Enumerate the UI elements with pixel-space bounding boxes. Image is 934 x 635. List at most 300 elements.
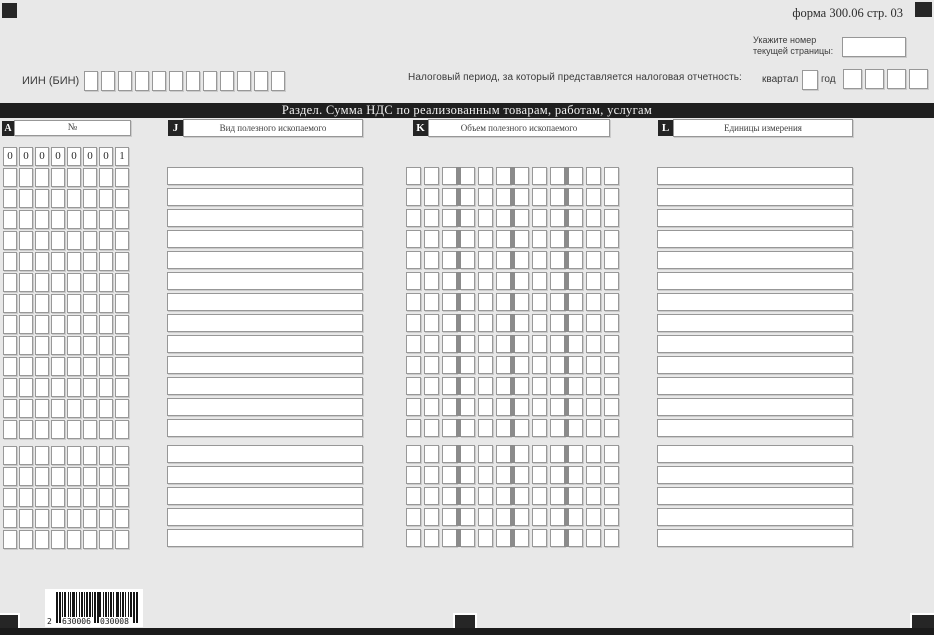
volume-digit-cell[interactable] [532, 508, 547, 526]
volume-digit-cell[interactable] [406, 293, 421, 311]
volume-digit-cell[interactable] [604, 466, 619, 484]
number-cell[interactable] [19, 189, 33, 208]
volume-digit-cell[interactable] [604, 188, 619, 206]
number-cell[interactable] [99, 399, 113, 418]
volume-digit-cell[interactable] [586, 508, 601, 526]
mineral-type-field[interactable] [167, 445, 363, 463]
volume-digit-cell[interactable] [424, 529, 439, 547]
measure-unit-field[interactable] [657, 508, 853, 526]
mineral-type-field[interactable] [167, 230, 363, 248]
volume-digit-cell[interactable] [496, 508, 511, 526]
number-cell[interactable] [51, 399, 65, 418]
volume-digit-cell[interactable] [532, 188, 547, 206]
volume-digit-cell[interactable] [496, 272, 511, 290]
volume-digit-cell[interactable] [550, 398, 565, 416]
volume-digit-cell[interactable] [478, 230, 493, 248]
volume-digit-cell[interactable] [568, 167, 583, 185]
current-page-input[interactable] [842, 37, 906, 57]
number-cell[interactable] [99, 273, 113, 292]
volume-digit-cell[interactable] [478, 167, 493, 185]
volume-digit-cell[interactable] [568, 209, 583, 227]
number-cell[interactable] [67, 488, 81, 507]
mineral-type-field[interactable] [167, 419, 363, 437]
volume-digit-cell[interactable] [604, 508, 619, 526]
number-cell[interactable] [35, 273, 49, 292]
quarter-cell[interactable] [802, 70, 818, 90]
number-cell[interactable] [19, 467, 33, 486]
number-cell[interactable] [115, 357, 129, 376]
number-cell[interactable] [115, 488, 129, 507]
number-cell[interactable] [51, 509, 65, 528]
volume-digit-cell[interactable] [424, 251, 439, 269]
mineral-type-field[interactable] [167, 508, 363, 526]
measure-unit-field[interactable] [657, 188, 853, 206]
volume-digit-cell[interactable] [604, 251, 619, 269]
number-cell[interactable] [115, 378, 129, 397]
volume-digit-cell[interactable] [550, 445, 565, 463]
volume-digit-cell[interactable] [406, 209, 421, 227]
number-cell[interactable] [83, 420, 97, 439]
number-cell[interactable] [99, 378, 113, 397]
volume-digit-cell[interactable] [406, 398, 421, 416]
volume-digit-cell[interactable] [460, 230, 475, 248]
number-cell[interactable] [67, 273, 81, 292]
number-cell[interactable] [3, 273, 17, 292]
volume-digit-cell[interactable] [478, 272, 493, 290]
iin-digit-cell[interactable] [169, 71, 183, 91]
volume-digit-cell[interactable] [478, 293, 493, 311]
measure-unit-field[interactable] [657, 293, 853, 311]
volume-digit-cell[interactable] [478, 466, 493, 484]
number-cell[interactable] [19, 273, 33, 292]
volume-digit-cell[interactable] [460, 419, 475, 437]
iin-digit-cell[interactable] [186, 71, 200, 91]
mineral-type-field[interactable] [167, 487, 363, 505]
number-cell[interactable] [83, 189, 97, 208]
number-cell[interactable] [115, 509, 129, 528]
measure-unit-field[interactable] [657, 314, 853, 332]
volume-digit-cell[interactable] [442, 377, 457, 395]
number-cell[interactable] [3, 294, 17, 313]
volume-digit-cell[interactable] [406, 272, 421, 290]
volume-digit-cell[interactable] [478, 377, 493, 395]
number-cell[interactable] [67, 530, 81, 549]
volume-digit-cell[interactable] [532, 314, 547, 332]
number-cell[interactable] [83, 168, 97, 187]
number-cell[interactable] [19, 488, 33, 507]
volume-digit-cell[interactable] [496, 466, 511, 484]
volume-digit-cell[interactable] [568, 335, 583, 353]
volume-digit-cell[interactable] [424, 335, 439, 353]
volume-digit-cell[interactable] [550, 377, 565, 395]
number-cell[interactable] [19, 420, 33, 439]
number-cell[interactable] [51, 189, 65, 208]
volume-digit-cell[interactable] [586, 335, 601, 353]
number-cell[interactable] [67, 467, 81, 486]
volume-digit-cell[interactable] [586, 487, 601, 505]
number-cell[interactable] [51, 273, 65, 292]
number-cell[interactable] [83, 530, 97, 549]
number-cell[interactable] [83, 336, 97, 355]
volume-digit-cell[interactable] [532, 293, 547, 311]
mineral-type-field[interactable] [167, 167, 363, 185]
volume-digit-cell[interactable] [604, 272, 619, 290]
volume-digit-cell[interactable] [478, 487, 493, 505]
volume-digit-cell[interactable] [424, 466, 439, 484]
iin-digit-cell[interactable] [84, 71, 98, 91]
volume-digit-cell[interactable] [478, 314, 493, 332]
number-cell[interactable] [99, 530, 113, 549]
number-cell[interactable] [67, 252, 81, 271]
volume-digit-cell[interactable] [460, 209, 475, 227]
number-cell[interactable] [3, 189, 17, 208]
volume-digit-cell[interactable] [604, 209, 619, 227]
volume-digit-cell[interactable] [406, 466, 421, 484]
volume-digit-cell[interactable] [550, 272, 565, 290]
number-cell[interactable] [99, 488, 113, 507]
number-cell[interactable] [99, 336, 113, 355]
number-cell[interactable] [83, 488, 97, 507]
mineral-type-field[interactable] [167, 251, 363, 269]
volume-digit-cell[interactable] [460, 487, 475, 505]
number-cell[interactable] [3, 488, 17, 507]
number-cell[interactable] [19, 509, 33, 528]
volume-digit-cell[interactable] [568, 487, 583, 505]
number-cell[interactable] [19, 252, 33, 271]
number-cell[interactable] [115, 273, 129, 292]
number-cell[interactable] [35, 399, 49, 418]
volume-digit-cell[interactable] [424, 487, 439, 505]
number-cell[interactable] [51, 446, 65, 465]
volume-digit-cell[interactable] [496, 398, 511, 416]
number-cell[interactable] [115, 530, 129, 549]
volume-digit-cell[interactable] [550, 466, 565, 484]
volume-digit-cell[interactable] [568, 529, 583, 547]
volume-digit-cell[interactable] [460, 188, 475, 206]
volume-digit-cell[interactable] [460, 293, 475, 311]
number-cell[interactable] [99, 294, 113, 313]
number-cell[interactable] [67, 378, 81, 397]
number-cell[interactable] [67, 446, 81, 465]
number-cell[interactable] [67, 168, 81, 187]
volume-digit-cell[interactable] [460, 272, 475, 290]
volume-digit-cell[interactable] [406, 487, 421, 505]
number-cell[interactable] [51, 467, 65, 486]
number-cell[interactable] [99, 315, 113, 334]
volume-digit-cell[interactable] [586, 377, 601, 395]
volume-digit-cell[interactable] [424, 167, 439, 185]
iin-digit-cell[interactable] [135, 71, 149, 91]
volume-digit-cell[interactable] [514, 466, 529, 484]
number-cell[interactable] [51, 210, 65, 229]
volume-digit-cell[interactable] [442, 251, 457, 269]
number-cell[interactable] [83, 357, 97, 376]
volume-digit-cell[interactable] [442, 167, 457, 185]
volume-digit-cell[interactable] [496, 230, 511, 248]
mineral-type-field[interactable] [167, 377, 363, 395]
number-cell[interactable] [19, 357, 33, 376]
volume-digit-cell[interactable] [442, 398, 457, 416]
measure-unit-field[interactable] [657, 356, 853, 374]
volume-digit-cell[interactable] [586, 445, 601, 463]
volume-digit-cell[interactable] [604, 314, 619, 332]
number-cell[interactable] [115, 399, 129, 418]
number-cell[interactable] [83, 294, 97, 313]
volume-digit-cell[interactable] [460, 356, 475, 374]
measure-unit-field[interactable] [657, 398, 853, 416]
volume-digit-cell[interactable] [532, 487, 547, 505]
volume-digit-cell[interactable] [568, 508, 583, 526]
iin-digit-cell[interactable] [220, 71, 234, 91]
mineral-type-field[interactable] [167, 335, 363, 353]
volume-digit-cell[interactable] [568, 230, 583, 248]
number-cell[interactable] [35, 509, 49, 528]
volume-digit-cell[interactable] [604, 167, 619, 185]
measure-unit-field[interactable] [657, 419, 853, 437]
volume-digit-cell[interactable] [586, 529, 601, 547]
volume-digit-cell[interactable] [514, 419, 529, 437]
measure-unit-field[interactable] [657, 251, 853, 269]
number-cell[interactable] [67, 336, 81, 355]
volume-digit-cell[interactable] [478, 356, 493, 374]
number-cell[interactable] [35, 189, 49, 208]
volume-digit-cell[interactable] [424, 314, 439, 332]
number-cell[interactable] [115, 420, 129, 439]
number-cell[interactable] [35, 294, 49, 313]
volume-digit-cell[interactable] [586, 356, 601, 374]
iin-digit-cell[interactable] [254, 71, 268, 91]
number-cell[interactable] [19, 231, 33, 250]
volume-digit-cell[interactable] [442, 529, 457, 547]
number-cell[interactable] [83, 252, 97, 271]
number-cell[interactable] [83, 467, 97, 486]
number-cell[interactable] [67, 420, 81, 439]
volume-digit-cell[interactable] [514, 314, 529, 332]
number-cell[interactable] [83, 399, 97, 418]
number-cell[interactable] [3, 252, 17, 271]
volume-digit-cell[interactable] [496, 293, 511, 311]
number-cell[interactable] [3, 168, 17, 187]
volume-digit-cell[interactable] [604, 445, 619, 463]
volume-digit-cell[interactable] [586, 314, 601, 332]
year-digit-cell[interactable] [865, 69, 884, 89]
number-cell[interactable] [115, 294, 129, 313]
number-cell[interactable] [51, 336, 65, 355]
volume-digit-cell[interactable] [586, 230, 601, 248]
volume-digit-cell[interactable] [550, 167, 565, 185]
measure-unit-field[interactable] [657, 209, 853, 227]
volume-digit-cell[interactable] [424, 188, 439, 206]
volume-digit-cell[interactable] [550, 230, 565, 248]
volume-digit-cell[interactable] [586, 293, 601, 311]
volume-digit-cell[interactable] [460, 466, 475, 484]
volume-digit-cell[interactable] [514, 487, 529, 505]
number-cell[interactable] [115, 210, 129, 229]
volume-digit-cell[interactable] [568, 398, 583, 416]
volume-digit-cell[interactable] [496, 314, 511, 332]
number-cell[interactable] [3, 336, 17, 355]
number-cell[interactable] [51, 231, 65, 250]
volume-digit-cell[interactable] [496, 188, 511, 206]
volume-digit-cell[interactable] [424, 398, 439, 416]
mineral-type-field[interactable] [167, 209, 363, 227]
volume-digit-cell[interactable] [442, 335, 457, 353]
number-cell[interactable] [99, 467, 113, 486]
volume-digit-cell[interactable] [550, 508, 565, 526]
volume-digit-cell[interactable] [568, 188, 583, 206]
volume-digit-cell[interactable] [424, 230, 439, 248]
number-cell[interactable] [35, 378, 49, 397]
iin-digit-cell[interactable] [271, 71, 285, 91]
volume-digit-cell[interactable] [586, 251, 601, 269]
volume-digit-cell[interactable] [586, 398, 601, 416]
volume-digit-cell[interactable] [604, 293, 619, 311]
volume-digit-cell[interactable] [514, 445, 529, 463]
number-cell[interactable] [83, 315, 97, 334]
volume-digit-cell[interactable] [514, 230, 529, 248]
number-cell[interactable] [35, 315, 49, 334]
number-cell[interactable] [115, 189, 129, 208]
volume-digit-cell[interactable] [550, 356, 565, 374]
volume-digit-cell[interactable] [532, 230, 547, 248]
number-cell[interactable] [115, 231, 129, 250]
volume-digit-cell[interactable] [478, 445, 493, 463]
year-digit-cell[interactable] [843, 69, 862, 89]
volume-digit-cell[interactable] [496, 487, 511, 505]
number-cell[interactable] [83, 378, 97, 397]
volume-digit-cell[interactable] [604, 487, 619, 505]
volume-digit-cell[interactable] [568, 466, 583, 484]
volume-digit-cell[interactable] [514, 293, 529, 311]
volume-digit-cell[interactable] [424, 272, 439, 290]
volume-digit-cell[interactable] [550, 209, 565, 227]
number-cell[interactable] [99, 509, 113, 528]
volume-digit-cell[interactable] [568, 293, 583, 311]
number-cell[interactable] [115, 252, 129, 271]
volume-digit-cell[interactable] [478, 419, 493, 437]
number-cell[interactable] [83, 210, 97, 229]
volume-digit-cell[interactable] [532, 398, 547, 416]
volume-digit-cell[interactable] [442, 487, 457, 505]
volume-digit-cell[interactable] [532, 419, 547, 437]
measure-unit-field[interactable] [657, 466, 853, 484]
volume-digit-cell[interactable] [442, 314, 457, 332]
number-cell[interactable] [67, 294, 81, 313]
volume-digit-cell[interactable] [424, 356, 439, 374]
number-cell[interactable] [19, 530, 33, 549]
number-cell[interactable] [35, 252, 49, 271]
number-cell[interactable] [51, 357, 65, 376]
number-cell[interactable] [19, 210, 33, 229]
volume-digit-cell[interactable] [496, 251, 511, 269]
volume-digit-cell[interactable] [496, 529, 511, 547]
measure-unit-field[interactable] [657, 272, 853, 290]
volume-digit-cell[interactable] [532, 251, 547, 269]
mineral-type-field[interactable] [167, 529, 363, 547]
number-cell[interactable] [99, 357, 113, 376]
volume-digit-cell[interactable] [532, 167, 547, 185]
number-cell[interactable] [35, 530, 49, 549]
number-cell[interactable] [83, 231, 97, 250]
volume-digit-cell[interactable] [406, 529, 421, 547]
number-cell[interactable] [19, 315, 33, 334]
volume-digit-cell[interactable] [532, 209, 547, 227]
number-cell[interactable] [35, 210, 49, 229]
volume-digit-cell[interactable] [586, 419, 601, 437]
volume-digit-cell[interactable] [496, 209, 511, 227]
number-cell[interactable] [67, 509, 81, 528]
volume-digit-cell[interactable] [568, 445, 583, 463]
number-cell[interactable] [19, 336, 33, 355]
volume-digit-cell[interactable] [514, 508, 529, 526]
number-cell[interactable] [51, 315, 65, 334]
volume-digit-cell[interactable] [442, 445, 457, 463]
year-digit-cell[interactable] [909, 69, 928, 89]
number-cell[interactable] [3, 467, 17, 486]
volume-digit-cell[interactable] [550, 188, 565, 206]
number-cell[interactable] [35, 446, 49, 465]
mineral-type-field[interactable] [167, 398, 363, 416]
volume-digit-cell[interactable] [424, 209, 439, 227]
volume-digit-cell[interactable] [568, 272, 583, 290]
number-cell[interactable] [3, 357, 17, 376]
number-cell[interactable] [115, 168, 129, 187]
number-cell[interactable] [35, 467, 49, 486]
volume-digit-cell[interactable] [568, 356, 583, 374]
volume-digit-cell[interactable] [478, 251, 493, 269]
number-cell[interactable] [51, 420, 65, 439]
number-cell[interactable] [3, 509, 17, 528]
volume-digit-cell[interactable] [424, 293, 439, 311]
volume-digit-cell[interactable] [406, 188, 421, 206]
volume-digit-cell[interactable] [568, 314, 583, 332]
volume-digit-cell[interactable] [514, 356, 529, 374]
volume-digit-cell[interactable] [478, 508, 493, 526]
number-cell[interactable] [35, 168, 49, 187]
volume-digit-cell[interactable] [478, 209, 493, 227]
volume-digit-cell[interactable] [406, 335, 421, 353]
iin-digit-cell[interactable] [152, 71, 166, 91]
number-cell[interactable] [3, 530, 17, 549]
volume-digit-cell[interactable] [406, 230, 421, 248]
volume-digit-cell[interactable] [424, 419, 439, 437]
volume-digit-cell[interactable] [496, 167, 511, 185]
number-cell[interactable] [51, 168, 65, 187]
volume-digit-cell[interactable] [550, 487, 565, 505]
volume-digit-cell[interactable] [460, 445, 475, 463]
number-cell[interactable] [83, 273, 97, 292]
volume-digit-cell[interactable] [514, 529, 529, 547]
volume-digit-cell[interactable] [604, 356, 619, 374]
volume-digit-cell[interactable] [496, 356, 511, 374]
mineral-type-field[interactable] [167, 293, 363, 311]
volume-digit-cell[interactable] [568, 251, 583, 269]
number-cell[interactable] [99, 210, 113, 229]
volume-digit-cell[interactable] [496, 445, 511, 463]
number-cell[interactable] [35, 336, 49, 355]
number-cell[interactable] [99, 231, 113, 250]
volume-digit-cell[interactable] [406, 356, 421, 374]
volume-digit-cell[interactable] [406, 377, 421, 395]
volume-digit-cell[interactable] [532, 272, 547, 290]
volume-digit-cell[interactable] [514, 272, 529, 290]
number-cell[interactable] [67, 357, 81, 376]
volume-digit-cell[interactable] [604, 398, 619, 416]
volume-digit-cell[interactable] [550, 293, 565, 311]
volume-digit-cell[interactable] [514, 377, 529, 395]
number-cell[interactable] [99, 189, 113, 208]
iin-digit-cell[interactable] [118, 71, 132, 91]
